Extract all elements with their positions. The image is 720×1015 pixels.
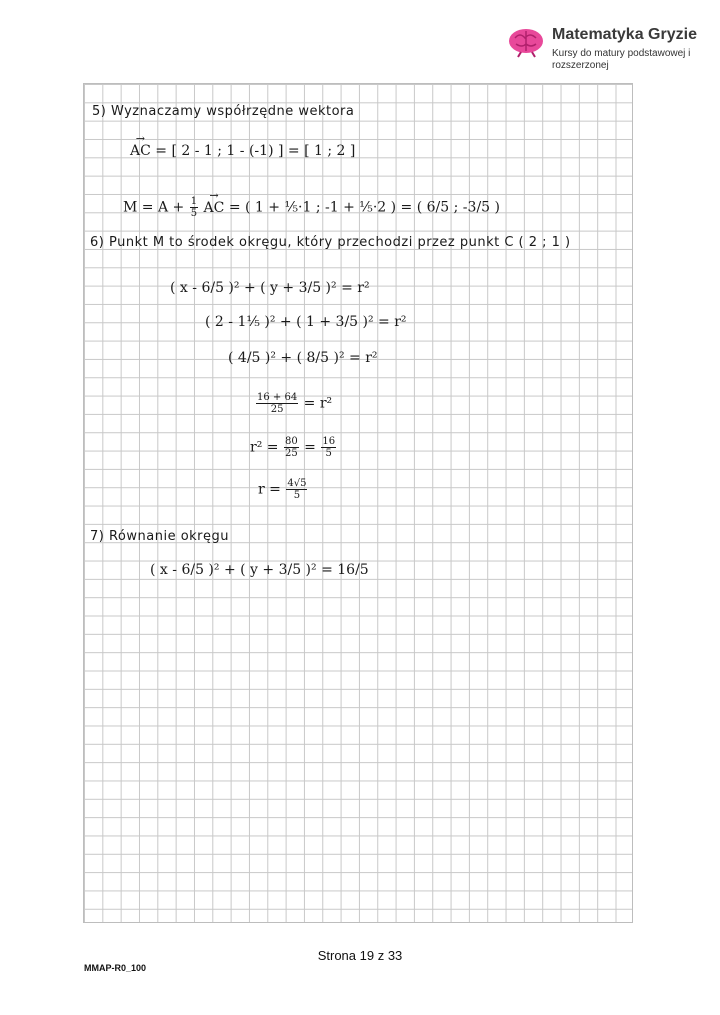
point-m-lhs: M = A + bbox=[123, 199, 185, 216]
vector-ac-label: → AC bbox=[130, 143, 151, 159]
step-7-title: 7) Równanie okręgu bbox=[90, 529, 230, 544]
fraction: $\frac{16 + 64}{25}$ bbox=[257, 392, 298, 415]
brain-icon bbox=[506, 26, 546, 58]
fraction: $\frac{16}{5}$ bbox=[322, 436, 336, 459]
step-6-equation-2: ( 2 - 1⅕ )² + ( 1 + 3/5 )² = r² bbox=[205, 314, 407, 330]
vector-ac-label: → AC bbox=[204, 200, 225, 216]
step-6-equation-4: $\frac{16 + 64}{25}$ = r² bbox=[257, 392, 333, 415]
step-6-title: 6) Punkt M to środek okręgu, który przechodzi przez punkt C ( 2 ; 1 ) bbox=[90, 235, 571, 250]
brand-logo bbox=[506, 24, 716, 84]
step-5-point-m bbox=[123, 196, 500, 219]
step-6-equation-6: r = $\frac{4√5}{5}$ bbox=[258, 478, 307, 501]
fraction: $\frac{1}{5}$ bbox=[190, 196, 198, 219]
vector-ac-value: = [ 2 - 1 ; 1 - (-1) ] = [ 1 ; 2 ] bbox=[155, 143, 356, 159]
brand-name: Matematyka Gryzie bbox=[552, 26, 697, 43]
step-6-equation-5: r² = $\frac{80}{25}$ = $\frac{16}{5}$ bbox=[250, 436, 336, 459]
step-6-equation-1: ( x - 6/5 )² + ( y + 3/5 )² = r² bbox=[170, 280, 370, 296]
point-m-value: = ( 1 + ⅕·1 ; -1 + ⅕·2 ) = ( 6/5 ; -3/5 ) bbox=[228, 199, 500, 216]
page-number: Strona 19 z 33 bbox=[317, 948, 403, 963]
step-5-title: 5) Wyznaczamy współrzędne wektora bbox=[92, 104, 355, 119]
fraction: $\frac{4√5}{5}$ bbox=[287, 478, 307, 501]
fraction: $\frac{80}{25}$ bbox=[284, 436, 298, 459]
step-5-vector-ac bbox=[130, 143, 355, 159]
document-code: MMAP-R0_100 bbox=[84, 963, 147, 973]
step-6-equation-3: ( 4/5 )² + ( 8/5 )² = r² bbox=[228, 350, 378, 366]
step-7-circle-equation: ( x - 6/5 )² + ( y + 3/5 )² = 16/5 bbox=[150, 562, 369, 578]
brand-tagline: Kursy do matury podstawowej i rozszerzonej bbox=[552, 48, 691, 71]
